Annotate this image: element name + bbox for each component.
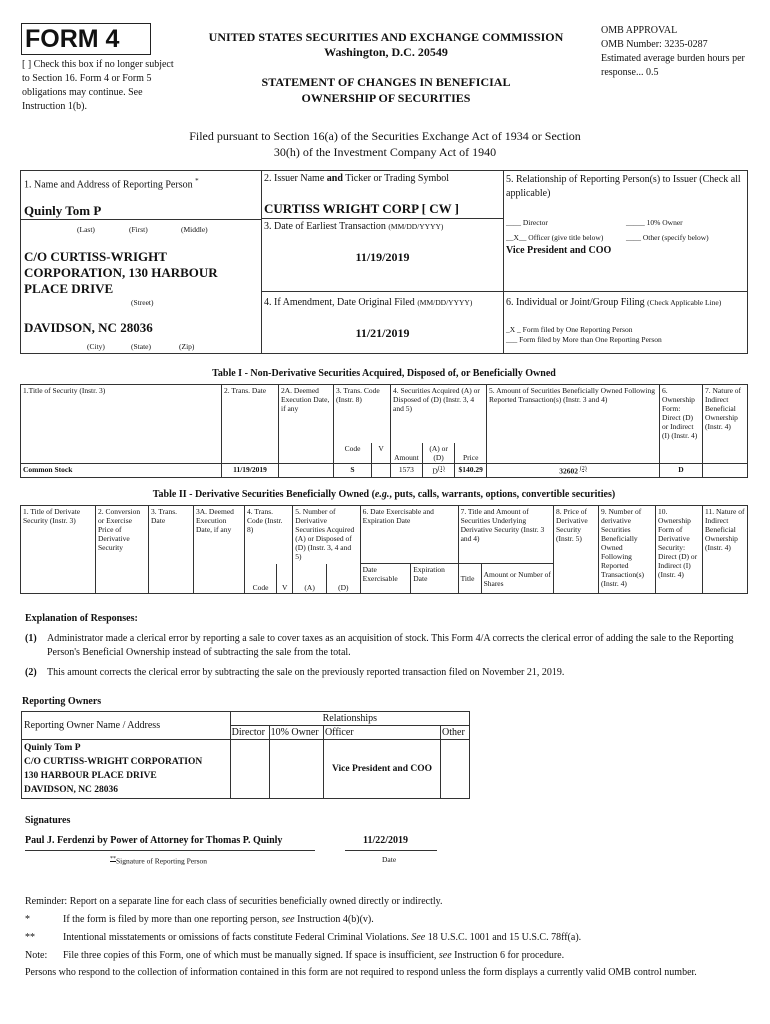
t2-sub-amount: Amount or Number of Shares — [481, 564, 553, 594]
t2-h-number: 5. Number of Derivative Securities Acquired (A) or Disposed of (D) (Instr. 3, 4 and 5) — [293, 506, 360, 564]
statement-title: STATEMENT OF CHANGES IN BENEFICIAL OWNERSHIP OF SECURITIES — [261, 75, 511, 105]
form-title-box — [21, 23, 151, 55]
t2-sub-code: Code — [245, 564, 277, 594]
t1-sub-code: Code — [334, 443, 372, 464]
t1-amount: 1573 — [391, 463, 423, 477]
t2-h-exercisable: 6. Date Exercisable and Expiration Date — [360, 506, 458, 564]
owners-col-officer: Officer — [323, 726, 440, 740]
t2-h-title: 1. Title of Derivate Security (Instr. 3) — [21, 506, 96, 594]
label-state: (State) — [131, 342, 151, 351]
t1-security: Common Stock — [21, 463, 222, 477]
owner-other — [441, 740, 470, 799]
t2-h-date: 3. Trans. Date — [149, 506, 194, 594]
signature-label: Signature of Reporting Person — [116, 856, 208, 866]
t1-sub-v: V — [372, 443, 391, 464]
signature-note[interactable]: ** — [110, 856, 116, 862]
t1-h-deemed: 2A. Deemed Execution Date, if any — [279, 385, 334, 464]
omb-box — [601, 24, 751, 80]
label-city: (City) — [87, 342, 105, 351]
t2-sub-title: Title — [458, 564, 481, 594]
t1-sub-aord: (A) or (D) — [422, 443, 455, 464]
omb-number: OMB Number: 3235-0287 — [601, 39, 708, 50]
box2-divider — [262, 218, 503, 219]
owners-table — [21, 711, 470, 799]
rel-director: ____ Director — [506, 218, 548, 227]
signature-date: 11/22/2019 — [363, 835, 409, 846]
box1-label-wrap — [24, 177, 199, 190]
signer-name: Paul J. Ferdenzi by Power of Attorney for Thomas P. Quinly — [25, 835, 283, 846]
owner-address-line: DAVIDSON, NC 28036 — [24, 785, 119, 795]
checkbox-note: [ ] Check this box if no longer subject to Section 16. Form 4 or Form 5 obligations may continue. See Instruction 1(b). — [22, 59, 174, 112]
rel-ten-percent: _____ 10% Owner — [626, 218, 683, 227]
box2-label: 2. Issuer Name and Ticker or Trading Symbol — [264, 173, 450, 184]
t1-h-date: 2. Trans. Date — [222, 385, 279, 464]
t2-h-owned: 9. Number of derivative Securities Beneficially Owned Following Reported Transaction(s) (Instr. 4) — [599, 506, 656, 594]
reporter-city-state: DAVIDSON, NC 28036 — [24, 320, 153, 335]
box5-divider — [504, 291, 748, 292]
t2-h-conversion: 2. Conversion or Exercise Price of Derivative Security — [96, 506, 149, 594]
table2-title: Table II - Derivative Securities Beneficially Owned (e.g., puts, calls, warrants, options, convertible securities) — [152, 489, 616, 500]
t1-deemed — [279, 463, 334, 477]
footnote-link-1[interactable]: (1) — [437, 465, 445, 472]
owner-address-cell — [22, 740, 231, 799]
t2-sub-v: V — [277, 564, 293, 594]
omb-notice: Persons who respond to the collection of information contained in this form are not required to respond unless the form displays a currently valid OMB control number. — [25, 967, 697, 978]
box1-label: 1. Name and Address of Reporting Person — [24, 179, 193, 191]
t2-h-price: 8. Price of Derivative Security (Instr. 5) — [554, 506, 599, 594]
filing-option-multiple: ___ Form filed by More than One Reporting Person — [506, 335, 662, 344]
officer-title: Vice President and COO — [506, 245, 612, 256]
box6-label: 6. Individual or Joint/Group Filing (Check Applicable Line) — [506, 297, 722, 308]
label-middle: (Middle) — [181, 225, 208, 234]
reporter-name: Quinly Tom P — [24, 203, 102, 218]
label-last: (Last) — [77, 225, 95, 234]
t1-sub-price: Price — [455, 443, 487, 464]
footnote-star2: ** Intentional misstatements or omissions of facts constitute Federal Criminal Violations. See 18 U.S.C. 1001 and 15 U.S.C. 78ff(a). — [25, 932, 582, 943]
t1-h-nature: 7. Nature of Indirect Beneficial Ownership (Instr. 4) — [703, 385, 748, 464]
owners-col-ten: 10% Owner — [269, 726, 323, 740]
table1-title: Table I - Non-Derivative Securities Acquired, Disposed of, or Beneficially Owned — [212, 368, 556, 379]
earliest-transaction-date: 11/19/2019 — [355, 250, 410, 264]
label-zip: (Zip) — [179, 342, 195, 351]
signature-line — [25, 850, 315, 851]
signatures-title: Signatures — [25, 815, 71, 826]
box3-divider — [262, 291, 503, 292]
explanation-item — [25, 666, 748, 680]
owner-director — [230, 740, 269, 799]
t1-form: D — [660, 463, 703, 477]
footer-note: Note: File three copies of this Form, one of which must be manually signed. If space is insufficient, see Instruction 6 for procedure. — [25, 950, 565, 961]
t2-h-nature: 11. Nature of Indirect Beneficial Ownership (Instr. 4) — [703, 506, 748, 594]
owner-officer: Vice President and COO — [323, 740, 440, 799]
t1-code: S — [334, 463, 372, 477]
t1-h-title: 1.Title of Security (Instr. 3) — [21, 385, 222, 464]
explanation-text: This amount corrects the clerical error by subtracting the sale on the previously reported transaction filed on November 21, 2019. — [47, 667, 565, 678]
owner-ten — [269, 740, 323, 799]
omb-burden: Estimated average burden hours per response... 0.5 — [601, 53, 745, 78]
t1-v — [372, 463, 391, 477]
box3-label: 3. Date of Earliest Transaction (MM/DD/YYYY) — [264, 221, 444, 232]
t2-h-code: 4. Trans. Code (Instr. 8) — [245, 506, 293, 564]
rel-officer: __X__ Officer (give title below) — [506, 233, 604, 242]
owners-col-name: Reporting Owner Name / Address — [22, 712, 231, 740]
t1-h-form: 6. Ownership Form: Direct (D) or Indirect (I) (Instr. 4) — [660, 385, 703, 464]
filing-option-one: _X _ Form filed by One Reporting Person — [506, 325, 633, 334]
t1-aord-cell — [422, 463, 455, 477]
table2 — [20, 505, 748, 594]
reminder: Reminder: Report on a separate line for each class of securities beneficially owned directly or indirectly. — [25, 896, 443, 907]
owner-address-line: 130 HARBOUR PLACE DRIVE — [24, 771, 157, 781]
original-filed-date: 11/21/2019 — [355, 326, 410, 340]
t1-aord: D — [432, 466, 438, 475]
box4-label: 4. If Amendment, Date Original Filed (MM/DD/YYYY) — [264, 297, 473, 308]
form-title: FORM 4 — [25, 25, 120, 53]
reporter-address: C/O CURTISS-WRIGHT CORPORATION, 130 HARBOUR PLACE DRIVE — [24, 249, 218, 296]
t1-h-acquired: 4. Securities Acquired (A) or Disposed of (D) (Instr. 3, 4 and 5) — [391, 385, 487, 443]
t1-owned-cell — [487, 463, 660, 477]
box56 — [504, 171, 748, 353]
signature-label-wrap — [110, 855, 207, 866]
filed-pursuant: Filed pursuant to Section 16(a) of the Securities Exchange Act of 1934 or Section 30(h) of the Investment Company Act of 1940 — [189, 129, 581, 159]
table1 — [20, 384, 748, 478]
t2-sub-a: (A) — [293, 564, 327, 594]
owners-col-director: Director — [230, 726, 269, 740]
top-boxes — [20, 170, 748, 354]
date-label: Date — [382, 855, 397, 864]
box1 — [21, 171, 262, 353]
explanation-num: (2) — [25, 667, 37, 678]
t1-h-code: 3. Trans. Code (Instr. 8) — [334, 385, 391, 443]
date-line — [345, 850, 437, 851]
box1-divider — [21, 219, 261, 220]
owners-col-relationships: Relationships — [230, 712, 469, 726]
t2-sub-d: (D) — [326, 564, 360, 594]
t1-sub-amount: Amount — [391, 443, 423, 464]
t1-nature — [703, 463, 748, 477]
explanation-text: Administrator made a clerical error by reporting a sale to cover taxes as an acquisition of stock. This Form 4/A corrects the clerical error of adding the sale to the Reporting Person's Beneficial Ownership instead of subtracting the sale from the total. — [47, 633, 734, 658]
explanation-item — [25, 632, 748, 660]
t2-sub-expiration: Expiration Date — [411, 564, 458, 594]
box5-label: 5. Relationship of Reporting Person(s) to Issuer (Check all applicable) — [506, 174, 741, 199]
omb-approval: OMB APPROVAL — [601, 25, 678, 36]
owners-title: Reporting Owners — [22, 696, 102, 707]
explanation-num: (1) — [25, 633, 37, 644]
footnote-star1: * If the form is filed by more than one reporting person, see Instruction 4(b)(v). — [25, 914, 374, 925]
label-first: (First) — [129, 225, 148, 234]
footnote-link-2[interactable]: (2) — [579, 465, 587, 472]
issuer-name: CURTISS WRIGHT CORP [ CW ] — [264, 201, 459, 216]
rel-other: ____ Other (specify below) — [626, 233, 709, 242]
table-row — [21, 463, 748, 477]
label-street: (Street) — [131, 298, 154, 307]
table-row — [22, 740, 470, 799]
t2-sub-exercisable: Date Exercisable — [360, 564, 411, 594]
box1-label-note: * — [195, 177, 199, 185]
t1-owned: 32602 — [559, 466, 578, 475]
t2-h-underlying: 7. Title and Amount of Securities Underlying Derivative Security (Instr. 3 and 4) — [458, 506, 553, 564]
t1-price: $140.29 — [455, 463, 487, 477]
box234 — [262, 171, 504, 353]
t2-h-deemed: 3A. Deemed Execution Date, if any — [194, 506, 245, 594]
agency-location: Washington, D.C. 20549 — [324, 45, 448, 59]
owner-name: Quinly Tom P — [24, 743, 81, 753]
t1-h-owned: 5. Amount of Securities Beneficially Owned Following Reported Transaction(s) (Instr. 3 and 4) — [487, 385, 660, 464]
owner-address-line: C/O CURTISS-WRIGHT CORPORATION — [24, 757, 203, 767]
explanation-title: Explanation of Responses: — [25, 613, 138, 624]
t1-date: 11/19/2019 — [222, 463, 279, 477]
t2-h-form: 10. Ownership Form of Derivative Security: Direct (D) or Indirect (I) (Instr. 4) — [656, 506, 703, 594]
agency-name: UNITED STATES SECURITIES AND EXCHANGE COMMISSION — [208, 30, 564, 44]
owners-col-other: Other — [441, 726, 470, 740]
